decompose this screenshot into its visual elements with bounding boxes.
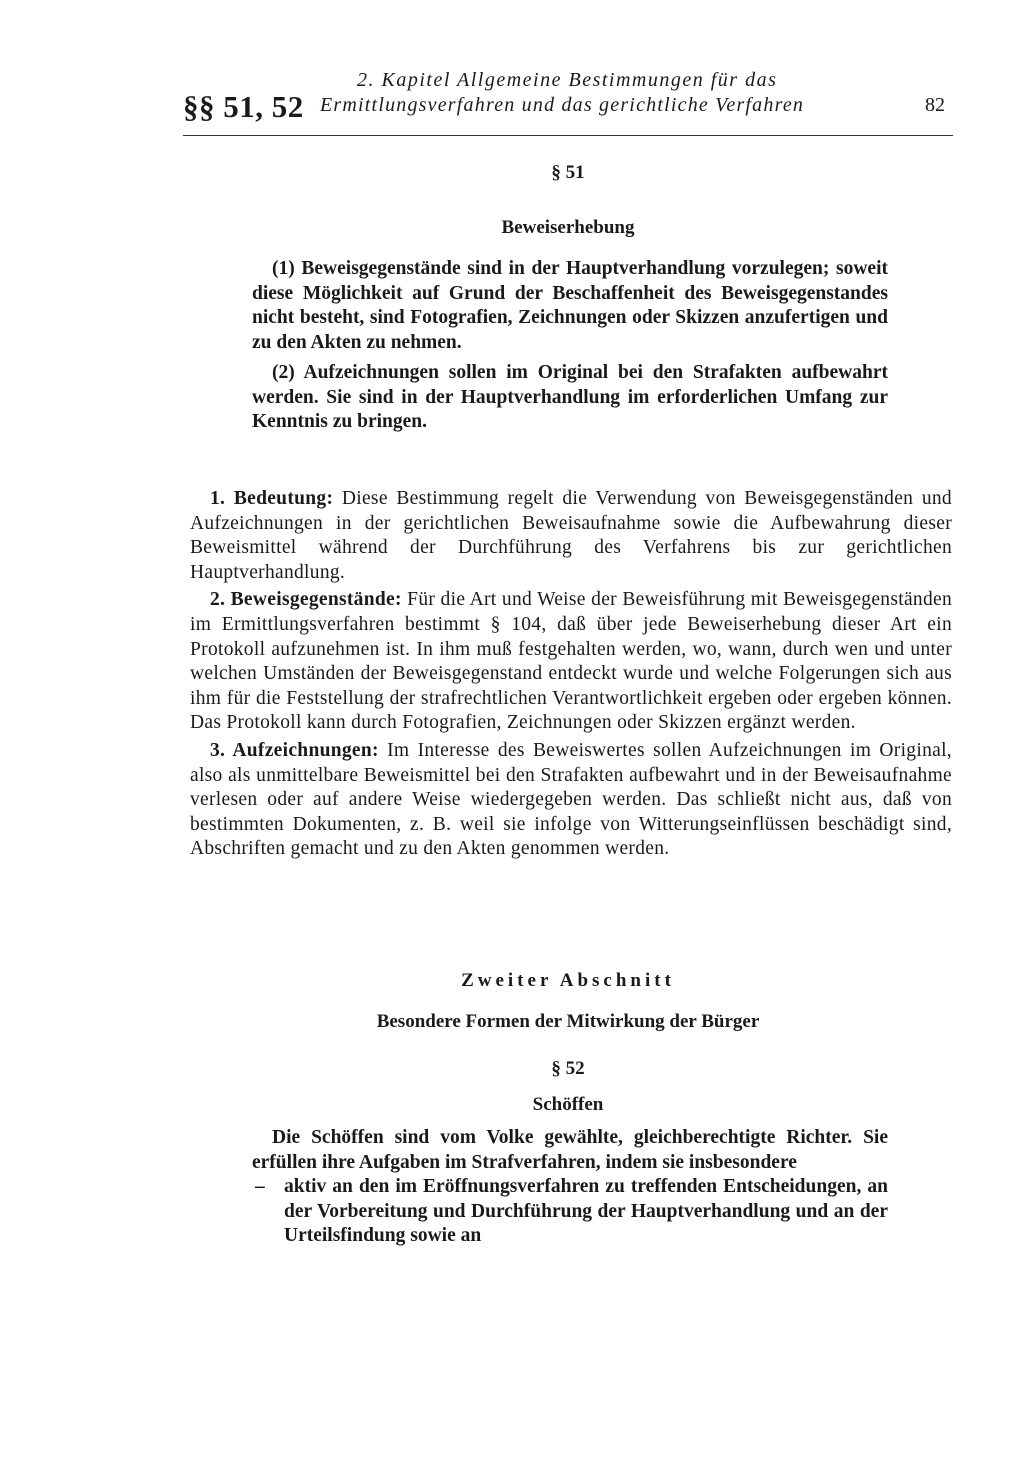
section-52-item-1: aktiv an den im Eröffnungsverfahren zu treffenden Entscheidungen, an der Vorbereitung und Durchführung der Hauptverhandlung und an der Urteilsfindung sowie an [284, 1176, 888, 1246]
dash-bullet: – [255, 1176, 265, 1197]
section-51-number: § 51 [551, 162, 585, 183]
page-number: 82 [925, 94, 945, 116]
commentary [190, 487, 952, 862]
commentary-item-2 [190, 588, 952, 736]
commentary-item-1-text: Diese Bestimmung regelt die Verwendung von Beweisgegenständen und Aufzeichnungen in der gerichtlichen Beweisaufnahme sowie die Aufbewahrung dieser Beweismittel während der Durchführung des Verfahrens bis zur gerichtlichen Hauptverhandlung. [190, 488, 952, 583]
list-item [252, 1175, 888, 1249]
section-52-title: Schöffen [532, 1094, 604, 1115]
header-section-numbers: §§ 51, 52 [183, 89, 304, 124]
section-51-paragraph-2: (2) Aufzeichnungen sollen im Original bei den Strafakten aufbewahrt werden. Sie sind in der Hauptverhandlung im erforderlichen Umfang zur Kenntnis zu bringen. [252, 362, 888, 432]
header-rule [183, 135, 953, 136]
section-52-law-text [252, 1126, 888, 1249]
commentary-item-3-text: Im Interesse des Beweiswertes sollen Aufzeichnungen im Original, also als unmittelbare Beweismittel bei den Strafakten aufbewahrt und in der Beweisaufnahme verlesen oder auf andere Weise wiedergegeben werden. Das schließt nicht aus, daß von bestimmten Dokumenten, z. B. weil sie infolge von Witterungseinflüssen beschädigt sind, Abschriften gemacht und zu den Akten genommen werden. [190, 739, 952, 860]
section-52-number: § 52 [551, 1058, 585, 1079]
commentary-item-3-label: 3. Aufzeichnungen: [210, 739, 379, 761]
commentary-item-3 [190, 739, 952, 862]
part-title: Besondere Formen der Mitwirkung der Bürger [376, 1011, 760, 1032]
section-51-paragraph-1: (1) Beweisgegenstände sind in der Hauptverhandlung vorzulegen; soweit diese Möglichkeit auf Grund der Beschaffenheit des Beweisgegenstandes nicht besteht, sind Fotografien, Zeichnungen oder Skizzen anzufertigen und zu den Akten zu nehmen. [252, 258, 888, 353]
section-52-list [252, 1175, 888, 1249]
header-chapter-line2: Ermittlungsverfahren und das gerichtliche Verfahren [320, 94, 805, 116]
commentary-item-1-label: 1. Bedeutung: [210, 488, 334, 509]
section-52-intro: Die Schöffen sind vom Volke gewählte, gleichberechtigte Richter. Sie erfüllen ihre Aufgaben im Strafverfahren, indem sie insbesondere [252, 1127, 888, 1173]
section-51-title: Beweiserhebung [501, 217, 635, 238]
commentary-item-1 [190, 487, 952, 585]
commentary-item-2-text: Für die Art und Weise der Beweisführung mit Beweisgegenständen im Ermittlungsverfahren bestimmt § 104, daß über jede Beweiserhebung dieser Art ein Protokoll aufzunehmen ist. In ihm muß festgehalten werden, wo, wann, durch wen und unter welchen Umständen der Beweisgegenstand entdeckt wurde und welche Folgerungen sich aus ihm für die Feststellung der strafrechtlichen Verantwortlichkeit ergeben oder ergeben können. Das Protokoll kann durch Fotografien, Zeichnungen oder Skizzen ergänzt werden. [190, 589, 953, 734]
commentary-item-2-label: 2. Beweisgegenstände: [210, 589, 402, 611]
header-chapter-line1: 2. Kapitel Allgemeine Bestimmungen für das [357, 69, 778, 91]
part-heading: Zweiter Abschnitt [461, 970, 675, 991]
section-51-law-text [252, 257, 888, 435]
